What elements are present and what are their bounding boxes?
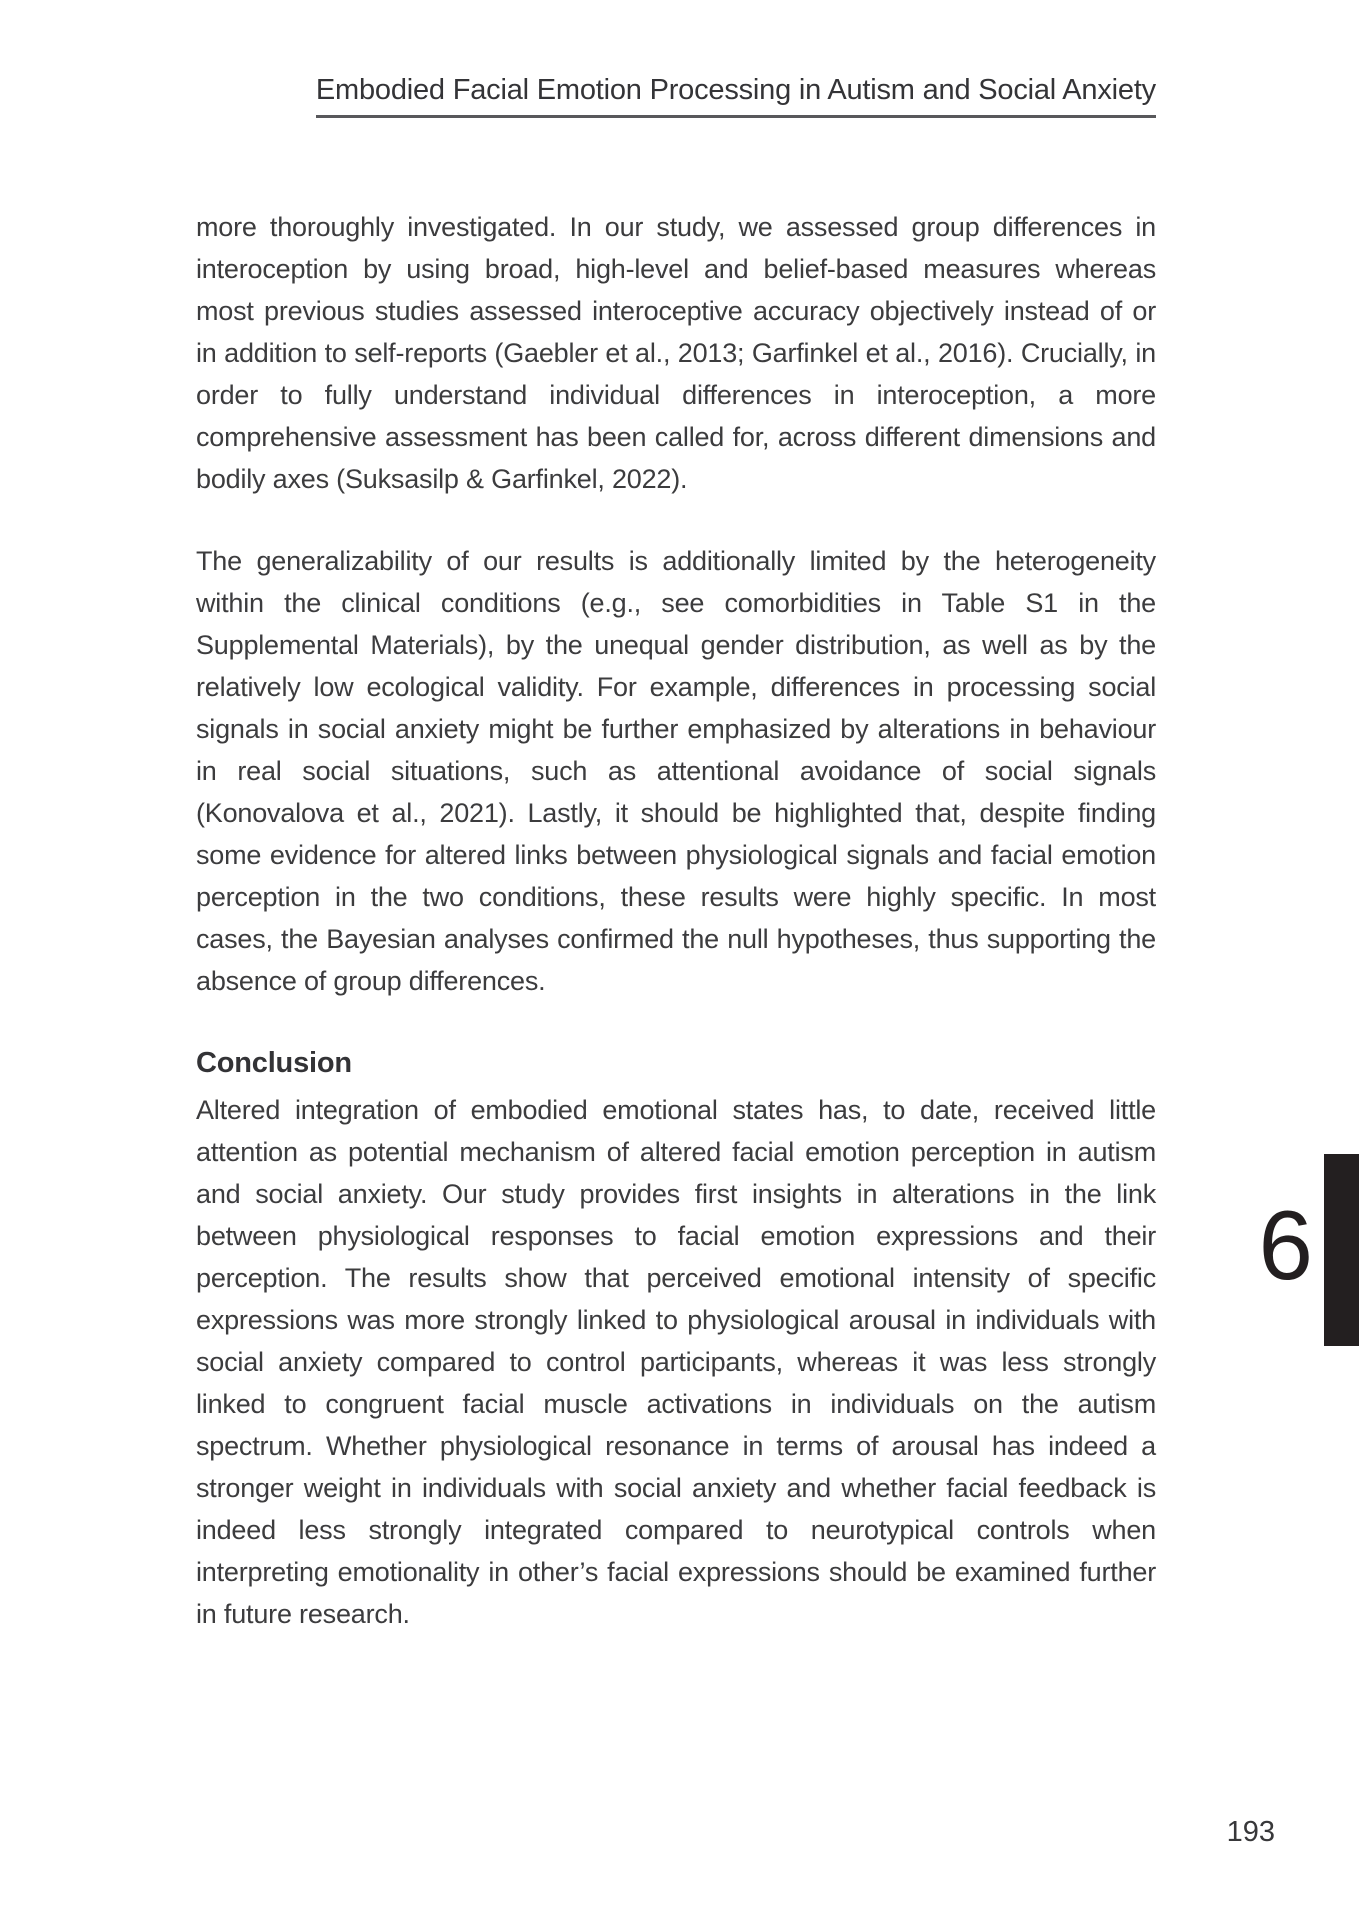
paragraph-1: more thoroughly investigated. In our study, we assessed group differences in interoception by using broad, high-level and belief-based measures whereas most previous studies assessed interoceptive accuracy objectively instead of or in addition to self-reports (Gaebler et al., 2013; Garfinkel et al., 2016). Crucially, in order to fully understand individual differences in interoception, a more comprehensive assessment has been called for, across different dimensions and bodily axes (Suksasilp & Garfinkel, 2022).: [196, 212, 1156, 494]
paragraph-2: The generalizability of our results is additionally limited by the heterogeneity within the clinical conditions (e.g., see comorbidities in Table S1 in the Supplemental Materials), by the unequal gender distribution, as well as by the relatively low ecological validity. For example, differences in processing social signals in social anxiety might be further emphasized by alterations in behaviour in real social situations, such as attentional avoidance of social signals (Konovalova et al., 2021). Lastly, it should be highlighted that, despite finding some evidence for altered links between physiological signals and facial emotion perception in the two conditions, these results were highly specific. In most cases, the Bayesian analyses confirmed the null hypotheses, thus supporting the absence of group differences.: [196, 546, 1156, 996]
chapter-number: 6: [1258, 1190, 1313, 1300]
body-text: [196, 206, 1156, 1635]
running-head: [316, 74, 1156, 118]
chapter-tab-bar: [1324, 1154, 1359, 1346]
paragraph-3: Altered integration of embodied emotional states has, to date, received little attention as potential mechanism of altered facial emotion perception in autism and social anxiety. Our study provides first insights in alterations in the link between physiological responses to facial emotion expressions and their perception. The results show that perceived emotional intensity of specific expressions was more strongly linked to physiological arousal in individuals with social anxiety compared to control participants, whereas it was less strongly linked to congruent facial muscle activations in individuals on the autism spectrum. Whether physiological resonance in terms of arousal has indeed a stronger weight in individuals with social anxiety and whether facial feedback is indeed less strongly integrated compared to neurotypical controls when interpreting emotionality in other’s facial expressions should be examined further in future research.: [196, 1095, 1156, 1629]
page-number: 193: [1226, 1816, 1275, 1848]
running-head-title: Embodied Facial Emotion Processing in Autism and Social Anxiety: [315, 74, 1156, 106]
conclusion-heading: Conclusion: [196, 1047, 352, 1079]
